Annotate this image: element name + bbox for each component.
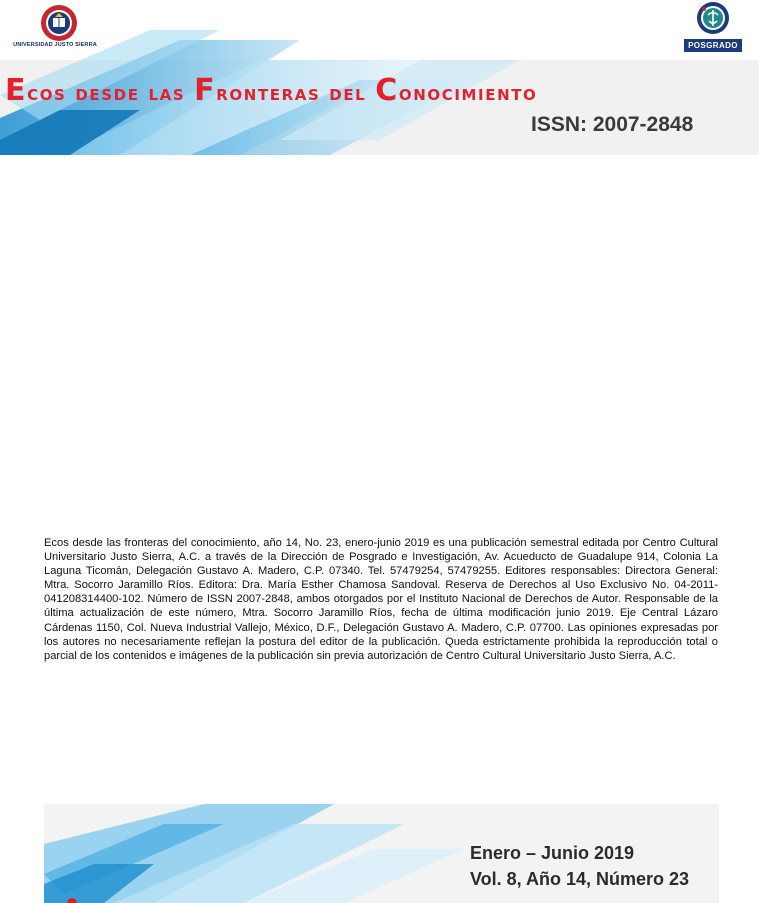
- university-name: UNIVERSIDAD JUSTO SIERRA: [13, 42, 97, 48]
- title-part-3: onocimiento: [398, 81, 538, 105]
- journal-title: [5, 73, 755, 108]
- title-initial-e: E: [5, 73, 28, 108]
- university-logo: [9, 4, 95, 54]
- title-part-1: cos desde las: [27, 81, 195, 105]
- title-part-2: ronteras del: [216, 81, 376, 105]
- issue-volume: Vol. 8, Año 14, Número 23: [470, 869, 690, 889]
- journal-header: [0, 0, 759, 155]
- university-seal-icon: [40, 4, 78, 42]
- posgrado-logo: [684, 1, 744, 53]
- issn-label: ISSN: 2007-2848: [531, 113, 694, 136]
- issue-date: Enero – Junio 2019: [470, 843, 635, 863]
- posgrado-seal-icon: [696, 1, 730, 35]
- title-initial-f: F: [194, 73, 217, 108]
- title-initial-c: C: [375, 73, 399, 108]
- posgrado-label: POSGRADO: [684, 39, 742, 52]
- legal-notice-paragraph: Ecos desde las fronteras del conocimiento, año 14, No. 23, enero-junio 2019 es una publicación semestral editada por Centro Cultural Universitario Justo Sierra, A.C. a través de la Dirección de Posgrado e Investigación, Av. Acueducto de Guadalupe 914, Colonia La Laguna Ticomán, Delegación Gustavo A. Madero, C.P. 07340. Tel. 57479254, 57479255. Editores responsables: Directora General: Mtra. Socorro Jaramillo Ríos. Editora: Dra. María Esther Chamosa Sandoval. Reserva de Derechos al Uso Exclusivo No. 04-2011-041208314400-102. Número de ISSN 2007-2848, ambos otorgados por el Instituto Nacional de Derechos de Autor. Responsable de la última actualización de este número, Mtra. Socorro Jaramillo Ríos, fecha de última modificación junio 2019. Eje Central Lázaro Cárdenas 1150, Col. Nueva Industrial Vallejo, México, D.F., Delegación Gustavo A. Madero, C.P. 07700. Las opiniones expresadas por los autores no necesariamente reflejan la postura del editor de la publicación. Queda estrictamente prohibida la reproducción total o parcial de los contenidos e imágenes de la publicación sin previa autorización de Centro Cultural Universitario Justo Sierra, A.C.: [44, 537, 718, 662]
